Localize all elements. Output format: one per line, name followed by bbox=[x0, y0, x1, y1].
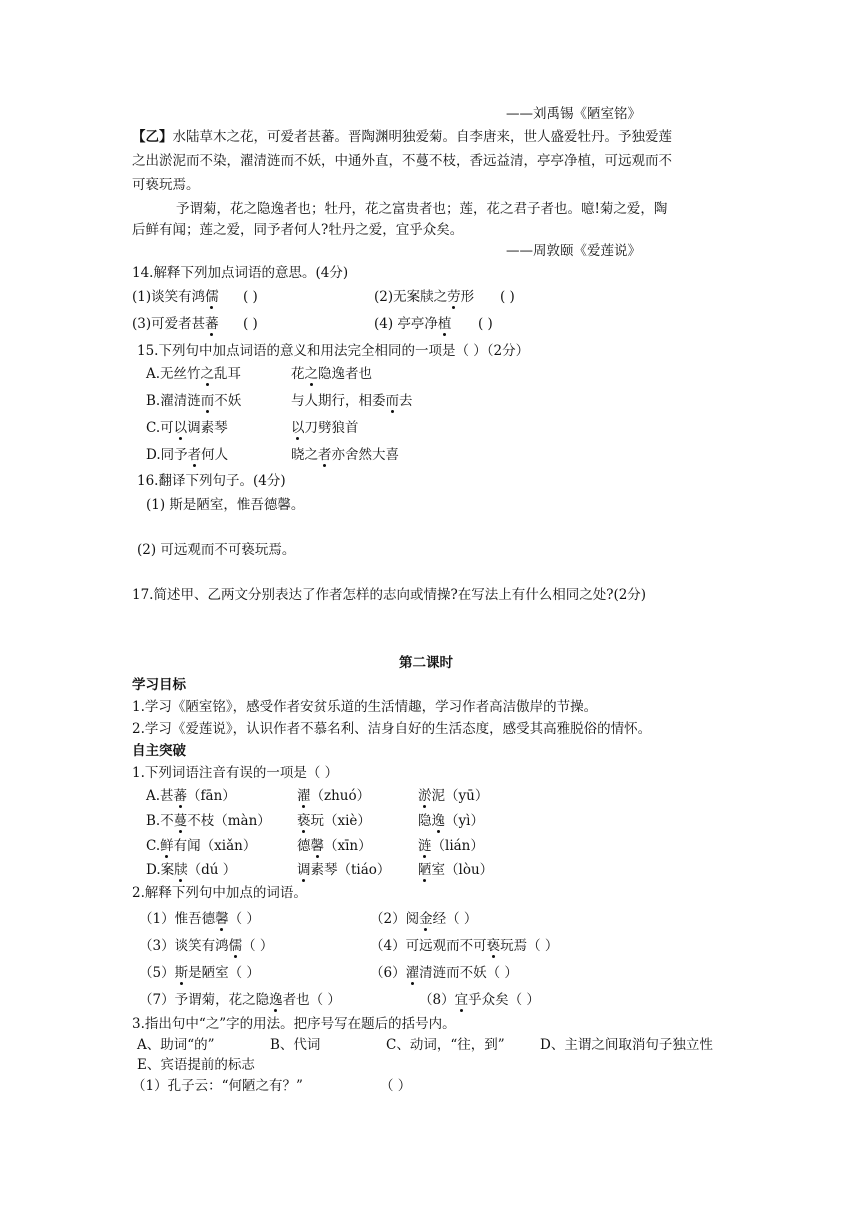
p3-stem: 3.指出句中“之”字的用法。把序号写在题后的括号内。 bbox=[132, 1016, 456, 1032]
p2-item-1: （1）惟吾德馨（ ） bbox=[139, 911, 260, 927]
p1-option-a3: 淤泥（yū） bbox=[418, 788, 489, 804]
q15-option-b1[interactable]: B.濯清涟而不妖 bbox=[146, 393, 242, 409]
p1-option-d1[interactable]: D.案牍（dú ） bbox=[146, 862, 237, 878]
yi-attribution: ——周敦颐《爱莲说》 bbox=[506, 243, 641, 259]
self-study-heading: 自主突破 bbox=[132, 743, 186, 759]
q16-sentence-1: (1) 斯是陋室，惟吾德馨。 bbox=[146, 497, 305, 513]
p1-option-a2: 濯（zhuó） bbox=[297, 788, 371, 804]
p2-item-5-blank[interactable]: （ ） bbox=[228, 965, 260, 981]
q17-stem: 17.简述甲、乙两文分别表达了作者怎样的志向或情操?在写法上有什么相同之处?(2分) bbox=[132, 587, 647, 603]
p1-option-c1[interactable]: C.鲜有闻（xiǎn） bbox=[146, 838, 257, 854]
p3-sentence-1-blank[interactable]: （ ） bbox=[380, 1078, 412, 1094]
p2-item-3-blank[interactable]: （ ） bbox=[242, 938, 274, 954]
q14-item-1: (1)谈笑有鸿儒 bbox=[132, 289, 219, 305]
p2-item-4-blank[interactable]: （ ） bbox=[527, 938, 559, 954]
goals-heading: 学习目标 bbox=[132, 677, 186, 693]
p3-option-b: B、代词 bbox=[270, 1037, 321, 1053]
p3-option-a: A、助词“的” bbox=[137, 1037, 215, 1053]
q14-item-1-blank[interactable]: ( ) bbox=[243, 289, 258, 305]
q16-sentence-2: (2) 可远观而不可亵玩焉。 bbox=[137, 542, 296, 558]
p2-item-3: （3）谈笑有鸿儒（ ） bbox=[139, 938, 274, 954]
q15-stem: 15.下列句中加点词语的意义和用法完全相同的一项是（ ）（2分） bbox=[137, 343, 530, 359]
q15-option-a2: 花之隐逸者也 bbox=[291, 366, 372, 382]
q15-option-d1[interactable]: D.同予者何人 bbox=[146, 447, 229, 463]
p1-stem: 1.下列词语注音有误的一项是（ ） bbox=[132, 765, 339, 781]
p2-stem: 2.解释下列句中加点的词语。 bbox=[132, 885, 307, 901]
q15-option-c2: 以刀劈狼首 bbox=[291, 420, 359, 436]
p1-option-d3: 陋室（lòu） bbox=[418, 862, 494, 878]
p2-item-2-blank[interactable]: （ ） bbox=[446, 911, 478, 927]
p2-item-6: （6）濯清涟而不妖（ ） bbox=[370, 965, 518, 981]
p2-item-7: （7）予谓菊，花之隐逸者也（ ） bbox=[139, 992, 341, 1008]
p2-item-5: （5）斯是陋室（ ） bbox=[139, 965, 260, 981]
passage-yi-label: 【乙】 bbox=[132, 129, 173, 145]
p3-option-d: D、主谓之间取消句子独立性 bbox=[540, 1037, 713, 1053]
p1-option-b1[interactable]: B.不蔓不枝（màn） bbox=[146, 813, 271, 829]
passage-yi-line-1: 【乙】水陆草木之花，可爱者甚蕃。晋陶渊明独爱菊。自李唐来，世人盛爱牡丹。予独爱莲 bbox=[132, 129, 672, 145]
p2-item-8-blank[interactable]: （ ） bbox=[508, 992, 540, 1008]
q15-option-b2: 与人期行，相委而去 bbox=[291, 393, 413, 409]
p3-option-c: C、动词，“往，到” bbox=[386, 1037, 505, 1053]
q14-item-3-blank[interactable]: ( ) bbox=[243, 316, 258, 332]
q14-item-4: (4) 亭亭净植 bbox=[374, 316, 452, 332]
p1-option-c3: 涟（lián） bbox=[418, 838, 484, 854]
p1-option-b2: 亵玩（xiè） bbox=[297, 813, 371, 829]
lesson2-title: 第二课时 bbox=[399, 655, 453, 671]
p3-option-e: E、宾语提前的标志 bbox=[137, 1057, 255, 1073]
p3-sentence-1: （1）孔子云：“何陋之有？” bbox=[132, 1078, 303, 1094]
q15-option-a1[interactable]: A.无丝竹之乱耳 bbox=[146, 366, 242, 382]
jia-attribution: ——刘禹锡《陋室铭》 bbox=[506, 106, 641, 122]
q14-item-4-blank[interactable]: ( ) bbox=[478, 316, 493, 332]
goal-1: 1.学习《陋室铭》，感受作者安贫乐道的生活情趣，学习作者高洁傲岸的节操。 bbox=[132, 699, 598, 715]
q15-option-c1[interactable]: C.可以调素琴 bbox=[146, 420, 228, 436]
goal-2: 2.学习《爱莲说》，认识作者不慕名利、洁身自好的生活态度，感受其高雅脱俗的情怀。 bbox=[132, 721, 652, 737]
p2-item-6-blank[interactable]: （ ） bbox=[486, 965, 518, 981]
p1-option-c2: 德馨（xīn） bbox=[297, 838, 372, 854]
q14-item-3: (3)可爱者甚蕃 bbox=[132, 316, 219, 332]
p1-option-d2: 调素琴（tiáo） bbox=[297, 862, 391, 878]
passage-yi-line-2: 之出淤泥而不染，濯清涟而不妖，中通外直，不蔓不枝，香远益清，亭亭净植，可远观而不 bbox=[132, 153, 672, 169]
p1-option-b3: 隐逸（yì） bbox=[418, 813, 484, 829]
p2-item-2: （2）阅金经（ ） bbox=[370, 911, 478, 927]
p2-item-7-blank[interactable]: （ ） bbox=[309, 992, 341, 1008]
p2-item-1-blank[interactable]: （ ） bbox=[228, 911, 260, 927]
passage-yi-line-5: 后鲜有闻；莲之爱，同予者何人?牡丹之爱，宜乎众矣。 bbox=[132, 222, 464, 238]
q15-option-d2: 晓之者亦舍然大喜 bbox=[291, 447, 399, 463]
q14-item-2-blank[interactable]: ( ) bbox=[500, 289, 515, 305]
q14-stem: 14.解释下列加点词语的意思。(4分) bbox=[132, 265, 349, 281]
q14-item-2: (2)无案牍之劳形 bbox=[374, 289, 475, 305]
p2-item-8: （8）宜乎众矣（ ） bbox=[419, 992, 540, 1008]
passage-yi-line-4: 予谓菊，花之隐逸者也；牡丹，花之富贵者也；莲，花之君子者也。噫!菊之爱，陶 bbox=[176, 201, 668, 217]
p2-item-4: （4）可远观而不可亵玩焉（ ） bbox=[370, 938, 559, 954]
p1-option-a1[interactable]: A.甚蕃（fān） bbox=[146, 788, 236, 804]
q16-stem: 16.翻译下列句子。(4分) bbox=[137, 473, 286, 489]
passage-yi-line-3: 可亵玩焉。 bbox=[132, 177, 200, 193]
